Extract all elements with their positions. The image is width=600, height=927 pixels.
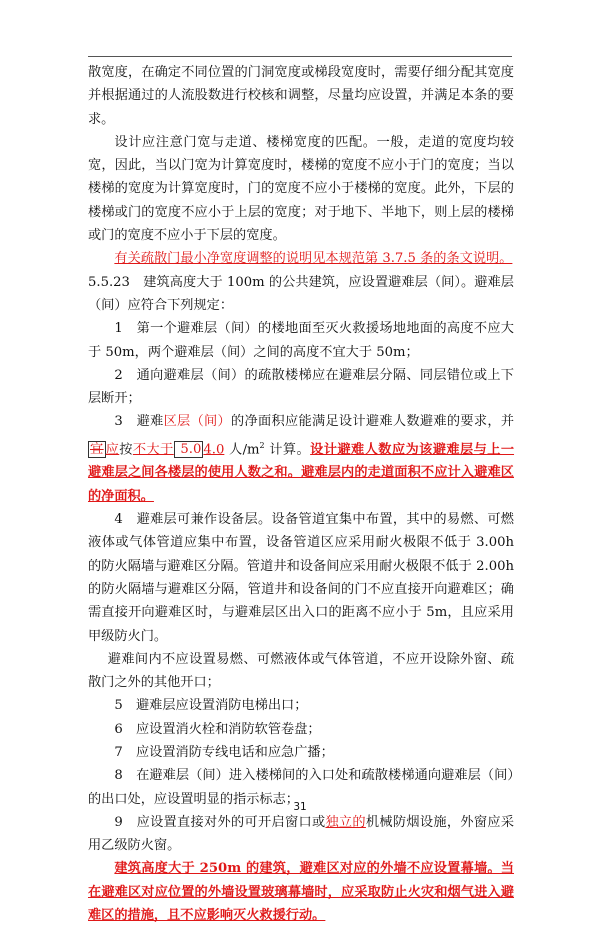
clause-item-3 <box>88 410 514 508</box>
clause-5-5-23: 5.5.23 建筑高度大于 100m 的公共建筑，应设置避难层（间）。避难层（间）应符合下列规定： <box>88 274 514 313</box>
clause-item-1: 1 第一个避难层（间）的楼地面至灭火救援场地地面的高度不应大于 50m，两个避难层（间）之间的高度不宜大于 50m； <box>88 321 514 360</box>
item9-text-c: 机械防烟设施，外窗应采用乙级防火窗。 <box>88 814 515 854</box>
item3-new-value: 4.0 <box>203 442 225 458</box>
item3-text-f: 按 <box>119 442 133 458</box>
item3-inserted-not-greater: 不大于 <box>132 442 174 458</box>
document-body <box>88 61 514 927</box>
paragraph-refuge-room: 避难间内不应设置易燃、可燃液体或气体管道，不应开设除外窗、疏散门之外的其他开口； <box>88 651 514 691</box>
inserted-paragraph-250m: 建筑高度大于 250m 的建筑，避难区对应的外墙不应设置幕墙。当在避难区对应位置的外墙设置玻璃幕墙时，应采取防止火灾和烟气进入避难区的措施，且不应影响灭火救援行动。 <box>88 861 514 924</box>
clause-item-2: 2 通向避难层（间）的疏散楼梯应在避难层分隔、同层错位或上下层断开； <box>88 367 514 407</box>
item9-inserted-independent: 独立的 <box>325 814 366 830</box>
clause-item-9 <box>88 811 514 858</box>
item3-inserted-ying: 应 <box>105 442 120 458</box>
item9-text-a: 9 应设置直接对外的可开启窗口或 <box>114 814 326 830</box>
item3-inserted-sentence: 设计避难人数应为该避难层与上一避难层之间各楼层的使用人数之和。避难层内的走道面积不应计入避难区的净面积。 <box>88 442 515 504</box>
item3-unit-sup: 2 <box>259 440 265 450</box>
item3-text-k: 计算。 <box>264 442 311 458</box>
item3-unit: 人/m <box>224 442 260 458</box>
item3-old-value: 5.0 <box>175 442 202 458</box>
item3-inserted-zone: 区层（间） <box>163 414 232 430</box>
clause-item-7: 7 应设置消防专线电话和应急广播； <box>114 745 334 760</box>
item3-deleted-yi: 宜 <box>90 442 104 458</box>
clause-item-6: 6 应设置消火栓和消防软管卷盘； <box>114 721 321 737</box>
page-number: 31 <box>293 801 307 813</box>
clause-item-8: 8 在避难层（间）进入楼梯间的入口处和疏散楼梯通向避难层（间）的出口处，应设置明显的指示标志； <box>88 768 514 807</box>
clause-item-4: 4 避难层可兼作设备层。设备管道宜集中布置，其中的易燃、可燃液体或气体管道应集中布置，设备管道区应采用耐火极限不低于 3.00h 的防火隔墙与避难区分隔。管道井和设备间应采用耐火极限不低于 2.00h 的防火隔墙与避难区分隔，管道井和设备间的门不应直接开向避难区；确需直接开向避难区时，与避难层区出入口的距离不应小于 5m，且应采用甲级防火门。 <box>88 512 514 644</box>
item3-text-a: 3 避难 <box>114 414 164 430</box>
header-rule <box>88 56 512 57</box>
paragraph-continuation: 散宽度，在确定不同位置的门洞宽度或梯段宽度时，需要仔细分配其宽度并根据通过的人流股数进行校核和调整，尽量均应设置，并满足本条的要求。 <box>88 65 514 127</box>
item3-text-c: 的净面积应能满足设计避难人数避难的要求，并 <box>231 414 515 430</box>
clause-item-5: 5 避难层应设置消防电梯出口； <box>114 698 308 714</box>
note-door-width: 有关疏散门最小净宽度调整的说明见本规范第 3.7.5 条的条文说明。 <box>114 251 513 267</box>
paragraph-door-width: 设计应注意门宽与走道、楼梯宽度的匹配。一般，走道的宽度均较宽，因此，当以门宽为计算宽度时，楼梯的宽度不应小于门的宽度；当以楼梯的宽度为计算宽度时，门的宽度不应小于楼梯的宽度。此外，下层的楼梯或门的宽度不应小于上层的宽度；对于地下、半地下，则上层的楼梯或门的宽度不应小于下层的宽度。 <box>88 134 514 244</box>
